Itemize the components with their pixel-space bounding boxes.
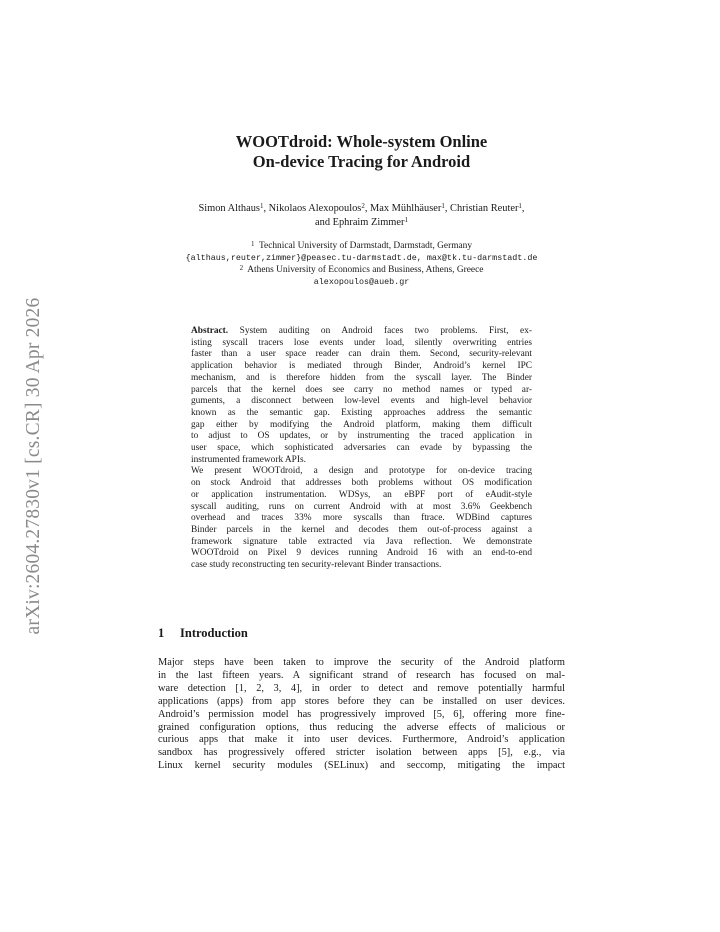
author-affiliation-mark: 1 xyxy=(441,202,445,210)
abstract-line: user space, which sophisticated adversaries can evade by bypassing the xyxy=(191,443,532,454)
abstract xyxy=(191,326,532,572)
author-affiliation-mark: 1 xyxy=(259,202,264,210)
abstract-line: faster than a user space reader can drain them. Second, security-relevant xyxy=(191,349,532,360)
body-line: in the last fifteen years. A significant strand of research has focused on mal- xyxy=(158,669,565,681)
body-line: ware detection [1, 2, 3, 4], in order to detect and remove potentially harmful xyxy=(158,682,565,694)
abstract-line: isting syscall tracers lose events under load, silently overwriting entries xyxy=(191,337,532,348)
author-list xyxy=(158,202,565,229)
author-name: Christian Reuter xyxy=(450,203,519,214)
affiliation-email: alexopoulos@aueb.gr xyxy=(313,277,410,287)
abstract-line xyxy=(191,326,532,338)
body-line: Linux kernel security modules (SELinux) and seccomp, mitigating the impact xyxy=(158,760,565,772)
body-line: applications (apps) from app stores before they can be installed on user devices. xyxy=(158,695,565,707)
paper-title xyxy=(158,132,565,172)
abstract-line: mechanism, and is therefore hidden from the syscall layer. The Binder xyxy=(191,372,532,383)
section-body xyxy=(158,657,565,773)
abstract-line: known as the semantic gap. Existing approaches address the semantic xyxy=(191,407,532,418)
author-affiliation-mark: 1 xyxy=(518,202,522,210)
body-line: Major steps have been taken to improve the security of the Android platform xyxy=(158,657,565,668)
abstract-line: guments, a disconnect between low-level events and high-level behavior xyxy=(191,396,532,407)
abstract-line: syscall auditing, runs on current Android with at most 3.6% Geekbench xyxy=(191,501,532,512)
abstract-line: application behavior is mediated through Binder, Android’s kernel IPC xyxy=(191,361,532,372)
section-title: Introduction xyxy=(180,626,248,640)
abstract-line: framework signature table extracted via Java reflection. We demonstrate xyxy=(191,536,532,547)
author-line-2 xyxy=(158,216,565,230)
abstract-line: instrumented framework APIs. xyxy=(191,454,306,465)
affiliation-email: {althaus,reuter,zimmer}@peasec.tu-darmstadt.de, max@tk.tu-darmstadt.de xyxy=(185,253,538,263)
affiliation-block xyxy=(158,240,565,288)
abstract-line: We present WOOTdroid, a design and prototype for on-device tracing xyxy=(191,466,532,477)
body-line: Android’s permission model has progressively improved [5, 6], offering more fine- xyxy=(158,708,565,720)
abstract-text: System auditing on Android faces two problems. First, ex- xyxy=(228,326,532,336)
section-heading xyxy=(158,626,565,641)
affiliation-institution: Technical University of Darmstadt, Darmstadt, Germany xyxy=(258,241,473,251)
abstract-paragraph-2 xyxy=(191,466,532,571)
author-name: Simon Althaus xyxy=(198,203,260,214)
abstract-line: case study reconstructing ten security-relevant Binder transactions. xyxy=(191,560,442,571)
affiliation-1 xyxy=(158,240,565,252)
author-name: Max Mühlhäuser xyxy=(370,203,442,214)
abstract-paragraph-1 xyxy=(191,326,532,466)
affiliation-2 xyxy=(158,264,565,276)
abstract-label: Abstract. xyxy=(191,326,229,336)
author-name: Nikolaos Alexopoulos xyxy=(268,203,362,214)
title-line-2: On-device Tracing for Android xyxy=(252,152,471,171)
author-line-1: Simon Althaus$^1$, Nikolaos Alexopoulos$^2$, Max Mühlhäuser$^1$, Christian Reuter$^1$, xyxy=(198,202,525,214)
abstract-line: to adjust to OS updates, or by instrumenting the traced application in xyxy=(191,431,532,442)
section-number: 1 xyxy=(158,626,165,640)
abstract-line: or application instrumentation. WDSys, an eBPF port of eAudit-style xyxy=(191,489,532,500)
title-line-1: WOOTdroid: Whole-system Online xyxy=(235,132,488,151)
body-line: grained configuration options, thus reducing the adverse effects of malicious or xyxy=(158,721,565,733)
body-line: sandbox has progressively offered stricter isolation between apps [5], e.g., via xyxy=(158,747,565,759)
author-name: and Ephraim Zimmer xyxy=(315,216,405,228)
abstract-line: overhead and traces 33% more syscalls than ftrace. WDBind captures xyxy=(191,513,532,524)
author-affiliation-mark: 1 xyxy=(404,215,408,224)
affiliation-mark: 1 xyxy=(250,240,255,248)
arxiv-identifier: arXiv:2604.27830v1 [cs.CR] 30 Apr 2026 xyxy=(23,297,44,635)
abstract-line: Binder parcels in the kernel and decodes them out-of-process against a xyxy=(191,524,532,535)
abstract-line: parcels that the kernel does see carry no method names or typed ar- xyxy=(191,384,532,395)
abstract-line: gap either by modifying the Android platform, making them difficult xyxy=(191,419,532,430)
affiliation-mark: 2 xyxy=(239,264,244,272)
abstract-line: on stock Android that addresses both problems without OS modification xyxy=(191,478,532,489)
author-affiliation-mark: 2 xyxy=(361,202,365,210)
abstract-line: WOOTdroid on Pixel 9 devices running Android 16 with an end-to-end xyxy=(191,548,532,559)
affiliation-institution: Athens University of Economics and Business, Athens, Greece xyxy=(247,265,484,275)
body-line: curious apps that make it into user devices. Furthermore, Android’s application xyxy=(158,734,565,746)
